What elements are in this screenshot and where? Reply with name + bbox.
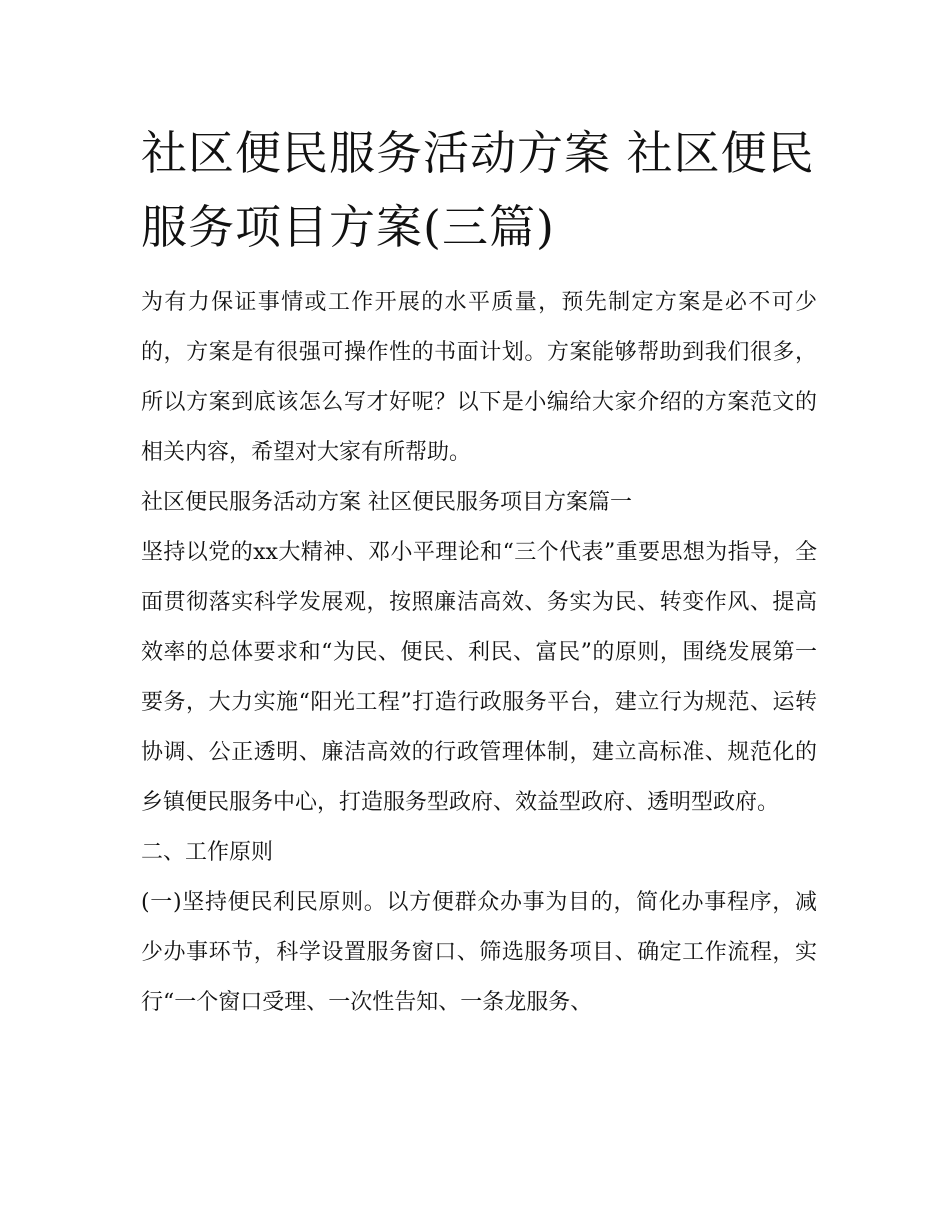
guiding-paragraph: 坚持以党的xx大精神、邓小平理论和“三个代表”重要思想为指导，全面贯彻落实科学发展观，按照廉洁高效、务实为民、转变作风、提高效率的总体要求和“为民、便民、利民、富民”的原则，围绕发展第一要务，大力实施“阳光工程”打造行政服务平台，建立行为规范、运转协调、公正透明、廉洁高效的行政管理体制，建立高标准、规范化的乡镇便民服务中心，打造服务型政府、效益型政府、透明型政府。 [141,540,817,815]
document-body [141,116,817,1028]
section-heading: 社区便民服务活动方案 社区便民服务项目方案篇一 [141,490,632,515]
document-title: 社区便民服务活动方案 社区便民服务项目方案(三篇) [141,126,815,254]
principles-heading: 二、工作原则 [141,840,274,865]
principle-paragraph: (一)坚持便民利民原则。以方便群众办事为目的，简化办事程序，减少办事环节，科学设置服务窗口、筛选服务项目、确定工作流程，实行“一个窗口受理、一次性告知、一条龙服务、 [141,890,817,1015]
intro-paragraph: 为有力保证事情或工作开展的水平质量，预先制定方案是必不可少的，方案是有很强可操作性的书面计划。方案能够帮助到我们很多，所以方案到底该怎么写才好呢？以下是小编给大家介绍的方案范文的相关内容，希望对大家有所帮助。 [141,290,817,465]
